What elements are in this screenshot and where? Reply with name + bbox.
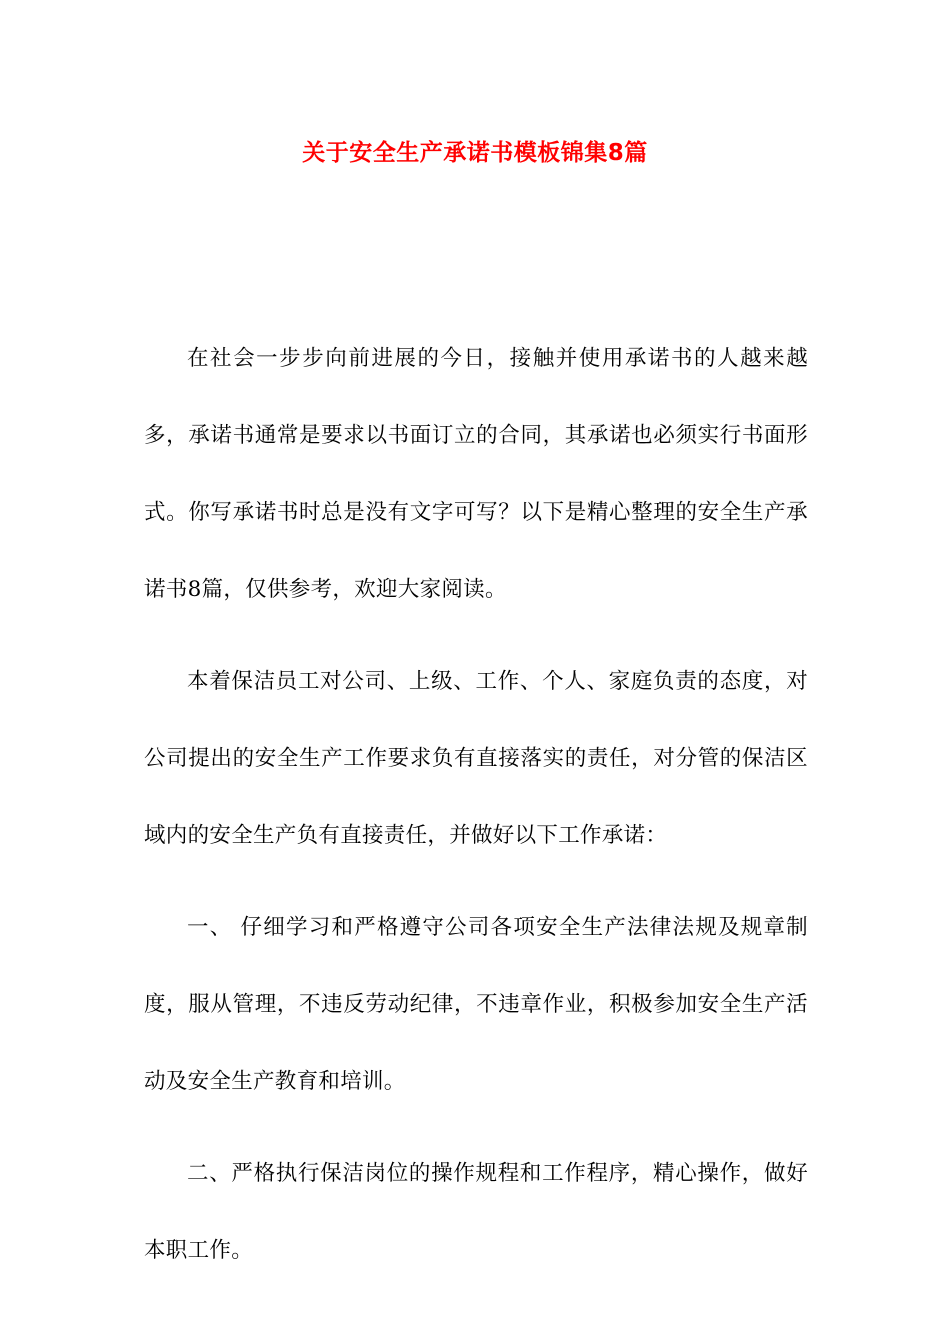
paragraph-commitment: 本着保洁员工对公司、上级、工作、个人、家庭负责的态度，对公司提出的安全生产工作要求负有直接落实的责任，对分管的保洁区域内的安全生产负有直接责任，并做好以下工作承诺：	[144, 669, 808, 848]
paragraph-intro: 在社会一步步向前进展的今日，接触并使用承诺书的人越来越多，承诺书通常是要求以书面订立的合同，其承诺也必须实行书面形式。你写承诺书时总是没有文字可写？以下是精心整理的安全生产承诺书8篇，仅供参考，欢迎大家阅读。	[144, 346, 808, 602]
paragraph-item-two: 二、严格执行保洁岗位的操作规程和工作程序，精心操作，做好本职工作。	[144, 1161, 808, 1263]
document-body	[144, 320, 808, 1304]
document-title: 关于安全生产承诺书模板锦集8篇	[302, 140, 648, 166]
paragraph-item-one: 一、 仔细学习和严格遵守公司各项安全生产法律法规及规章制度，服从管理，不违反劳动纪律，不违章作业，积极参加安全生产活动及安全生产教育和培训。	[144, 915, 808, 1094]
